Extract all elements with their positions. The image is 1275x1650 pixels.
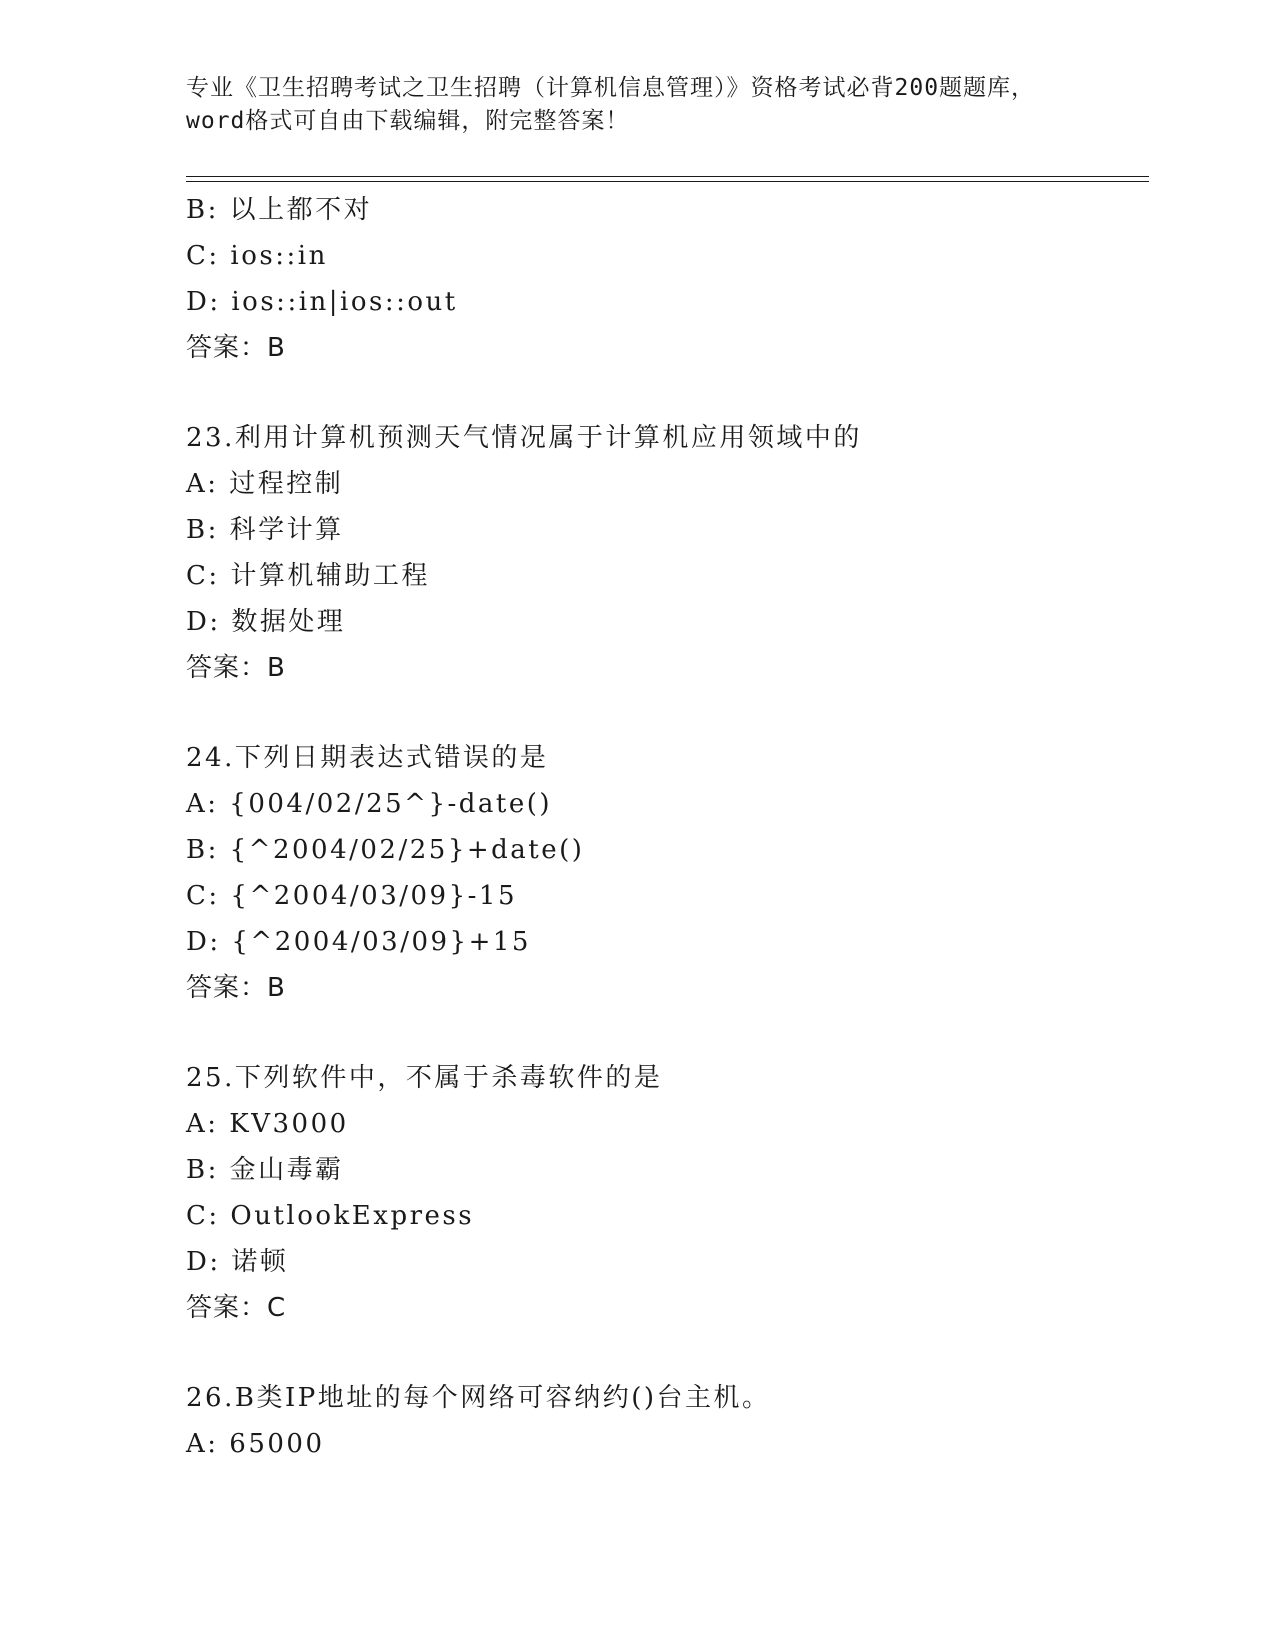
question-block-22: [186, 187, 1146, 371]
option-a: A: {004/02/25^}-date(): [186, 789, 553, 819]
header-title-line-2: word格式可自由下载编辑，附完整答案！: [186, 108, 630, 134]
header-divider-bottom: [186, 181, 1149, 182]
question-block-25: [186, 1055, 1146, 1331]
option-b: B: 科学计算: [186, 515, 344, 545]
option-c: C: ios::in: [186, 241, 328, 271]
option-b: B: 以上都不对: [186, 195, 373, 225]
option-d: D: {^2004/03/09}+15: [186, 927, 531, 957]
option-a: A: 65000: [186, 1429, 325, 1459]
question-text: 26.B类IP地址的每个网络可容纳约()台主机。: [186, 1383, 771, 1413]
option-a: A: KV3000: [186, 1109, 349, 1139]
question-block-23: [186, 415, 1146, 691]
option-c: C: 计算机辅助工程: [186, 561, 430, 591]
answer-line: 答案：B: [186, 973, 286, 1003]
option-d: D: 诺顿: [186, 1247, 289, 1277]
answer-line: 答案：B: [186, 653, 286, 683]
option-b: B: {^2004/02/25}+date(): [186, 835, 585, 865]
question-list: [186, 187, 1146, 1467]
question-text: 24.下列日期表达式错误的是: [186, 743, 549, 773]
option-c: C: {^2004/03/09}-15: [186, 881, 518, 911]
option-d: D: ios::in|ios::out: [186, 287, 458, 317]
option-d: D: 数据处理: [186, 607, 346, 637]
question-text: 23.利用计算机预测天气情况属于计算机应用领域中的: [186, 423, 862, 453]
question-text: 25.下列软件中，不属于杀毒软件的是: [186, 1063, 663, 1093]
option-a: A: 过程控制: [186, 469, 344, 499]
question-block-26: [186, 1375, 1146, 1467]
header-divider-top: [186, 176, 1149, 177]
option-c: C: OutlookExpress: [186, 1201, 475, 1231]
answer-line: 答案：B: [186, 333, 286, 363]
question-block-24: [186, 735, 1146, 1011]
document-header: [186, 72, 1086, 138]
header-title-line-1: 专业《卫生招聘考试之卫生招聘（计算机信息管理）》资格考试必背200题题库，: [186, 75, 1036, 101]
option-b: B: 金山毒霸: [186, 1155, 344, 1185]
answer-line: 答案：C: [186, 1293, 287, 1323]
